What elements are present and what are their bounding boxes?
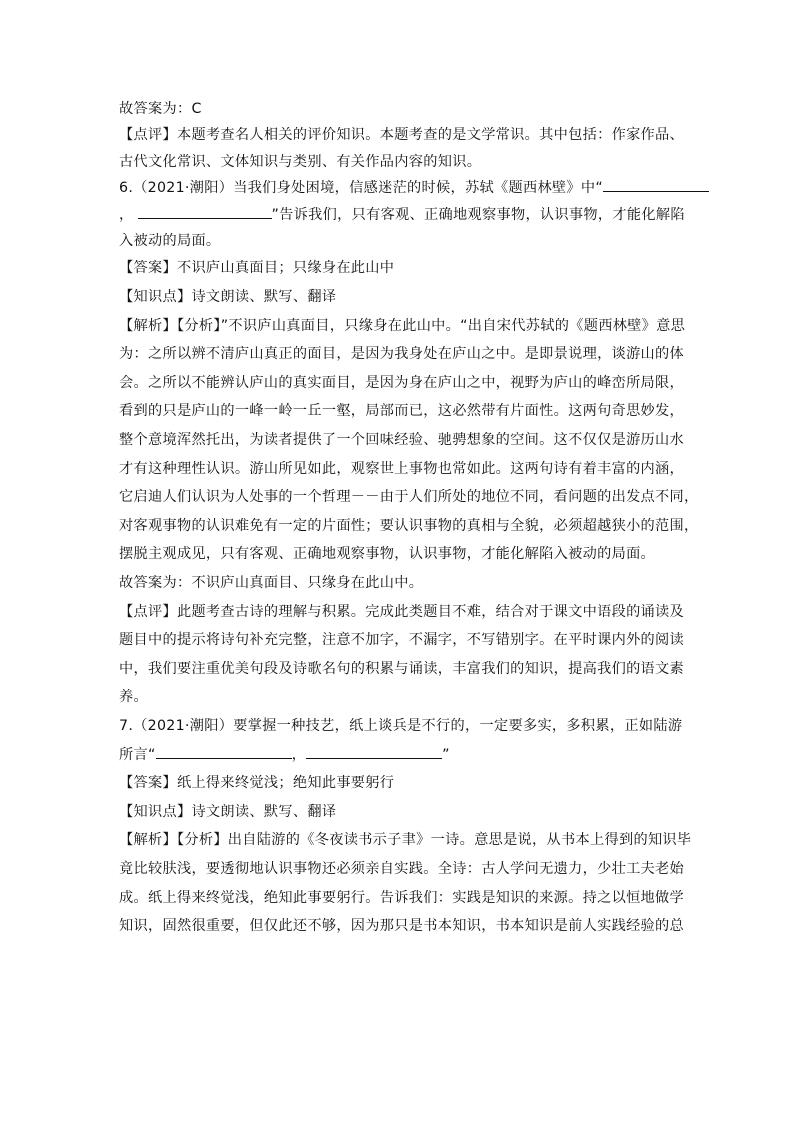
fill-blank-1[interactable]	[603, 176, 709, 192]
comment-line: 题目中的提示将诗句补充完整，注意不加字，不漏字，不写错别字。在平时课内外的阅读	[119, 632, 685, 649]
question-7-stem: 7.（2021·潮阳）要掌握一种技艺，纸上谈兵是不行的，一定要多实，多积累，正如陆游	[119, 717, 683, 734]
analysis-line: 知识，固然很重要，但仅此还不够，因为那只是书本知识，书本知识是前人实践经验的总	[119, 918, 685, 935]
comment-line: 【点评】本题考查名人相关的评价知识。本题考查的是文学常识。其中包括：作家作品、	[119, 127, 685, 144]
comment-line: 古代文化常识、文体知识与类别、有关作品内容的知识。	[119, 153, 482, 170]
analysis-line: 竟比较肤浅，要透彻地认识事物还必须亲自实践。全诗：古人学问无遗力，少壮工夫老始	[119, 860, 685, 877]
analysis-line: 整个意境浑然托出，为读者提供了一个回味经验、驰骋想象的空间。这不仅仅是游历山水	[119, 432, 685, 448]
analysis-line: 对客观事物的认识难免有一定的片面性；要认识事物的真相与全貌，必须超越狭小的范围，	[119, 517, 699, 534]
analysis-line: 【解析】【分析】”不识庐山真面目，只缘身在此山中。“出自宋代苏轼的《题西林壁》意思	[119, 317, 686, 334]
answer-line: 【答案】纸上得来终觉浅；绝知此事要躬行	[119, 775, 395, 792]
knowledge-point: 【知识点】诗文朗读、默写、翻译	[119, 289, 337, 306]
analysis-line: 为：之所以辨不清庐山真正的面目，是因为我身处在庐山之中。是即景说理，谈游山的体	[119, 346, 685, 363]
question-6-stem: 6.（2021·潮阳）当我们身处困境，信感迷茫的时候，苏轼《题西林壁》中“	[119, 175, 679, 201]
comment-line: 养。	[119, 689, 148, 706]
question-6-stem-cont: ， ”告诉我们，只有客观、正确地观察事物，认识事物，才能化解陷	[119, 202, 679, 228]
analysis-line: 它启迪人们认识为人处事的一个哲理－－由于人们所处的地位不同，看问题的出发点不同，	[119, 489, 699, 506]
analysis-line: 摆脱主观成见，只有客观、正确地观察事物，认识事物，才能化解陷入被动的局面。	[119, 546, 656, 563]
analysis-line: 成。纸上得来终觉浅，绝知此事要躬行。告诉我们：实践是知识的来源。持之以恒地做学	[119, 889, 685, 906]
answer-line: 故答案为：C	[119, 101, 202, 117]
analysis-line: 才有这种理性认识。游山所见如此，观察世上事物也常如此。这两句诗有着丰富的内涵，	[119, 460, 685, 477]
analysis-line: 【解析】【分析】出自陆游的《冬夜读书示子聿》一诗。意思是说，从书本上得到的知识毕	[119, 832, 692, 849]
fill-blank-2[interactable]	[138, 203, 272, 219]
answer-line: 故答案为：不识庐山真面目、只缘身在此山中。	[119, 574, 424, 591]
analysis-line: 看到的只是庐山的一峰一岭一丘一壑，局部而已，这必然带有片面性。这两句奇思妙发，	[119, 403, 685, 420]
fill-blank-3[interactable]	[156, 743, 292, 759]
fill-blank-4[interactable]	[306, 743, 442, 759]
answer-line: 【答案】不识庐山真面目；只缘身在此山中	[119, 260, 395, 277]
question-6-stem-cont: 入被动的局面。	[119, 233, 221, 250]
question-7-stem-cont: 所言“ ， ”	[119, 741, 679, 770]
comment-line: 中，我们要注重优美句段及诗歌名句的积累与诵读，丰富我们的知识，提高我们的语文素	[119, 660, 685, 677]
knowledge-point: 【知识点】诗文朗读、默写、翻译	[119, 803, 337, 820]
analysis-line: 会。之所以不能辨认庐山的真实面目，是因为身在庐山之中，视野为庐山的峰峦所局限，	[119, 374, 685, 391]
comment-line: 【点评】此题考查古诗的理解与积累。完成此类题目不难，结合对于课文中语段的诵读及	[119, 603, 685, 620]
document-page	[119, 96, 699, 941]
